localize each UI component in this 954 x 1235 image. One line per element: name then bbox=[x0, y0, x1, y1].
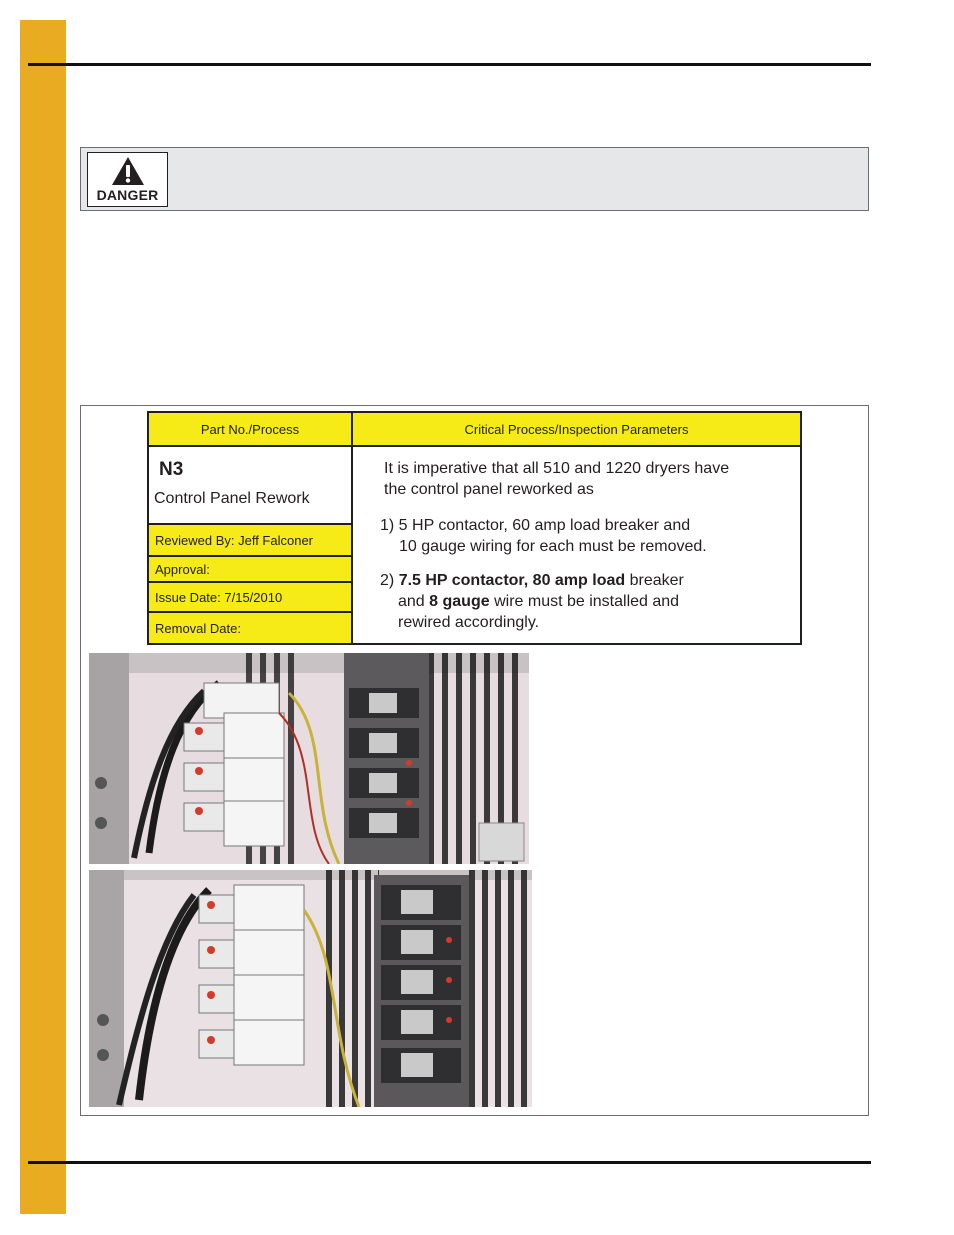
intro-line-2: the control panel reworked as bbox=[384, 481, 594, 498]
removal-date: Removal Date: bbox=[147, 611, 353, 645]
item-2-number: 2) bbox=[380, 572, 395, 589]
item-2-line-2 bbox=[398, 592, 679, 613]
item-2-text-2a: and bbox=[398, 593, 425, 610]
issue-date: Issue Date: 7/15/2010 bbox=[147, 581, 353, 613]
part-code: N3 bbox=[159, 459, 184, 480]
warning-triangle-icon bbox=[111, 156, 145, 186]
item-2-line-3: rewired accordingly. bbox=[398, 614, 540, 631]
side-color-bar bbox=[20, 20, 66, 1214]
part-name: Control Panel Rework bbox=[154, 490, 310, 507]
part-header: Part No./Process bbox=[147, 411, 353, 447]
process-table bbox=[147, 411, 802, 645]
control-panel-photo-before bbox=[89, 653, 529, 864]
item-2-bold-2: 8 gauge bbox=[429, 593, 490, 610]
footer-rule bbox=[28, 1161, 871, 1164]
danger-safety-box bbox=[80, 147, 869, 211]
control-panel-photo-after bbox=[89, 870, 532, 1107]
part-cell bbox=[147, 445, 353, 525]
item-2-text-1: breaker bbox=[629, 572, 684, 589]
danger-label-text: DANGER bbox=[96, 187, 159, 203]
params-header: Critical Process/Inspection Parameters bbox=[351, 411, 802, 447]
item-2-line-1 bbox=[380, 571, 684, 592]
reviewed-by: Reviewed By: Jeff Falconer bbox=[147, 523, 353, 557]
item-2-text-2b: wire must be installed and bbox=[494, 593, 680, 610]
item-1-line-1: 1) 5 HP contactor, 60 amp load breaker and bbox=[380, 517, 691, 534]
intro-line-1: It is imperative that all 510 and 1220 dryers have bbox=[384, 460, 730, 477]
approval: Approval: bbox=[147, 555, 353, 583]
parameters-cell bbox=[351, 445, 802, 645]
item-1-line-2: 10 gauge wiring for each must be removed. bbox=[399, 538, 707, 555]
danger-label bbox=[87, 152, 168, 207]
header-rule bbox=[28, 63, 871, 66]
item-2-bold-1: 7.5 HP contactor, 80 amp load bbox=[398, 572, 626, 589]
